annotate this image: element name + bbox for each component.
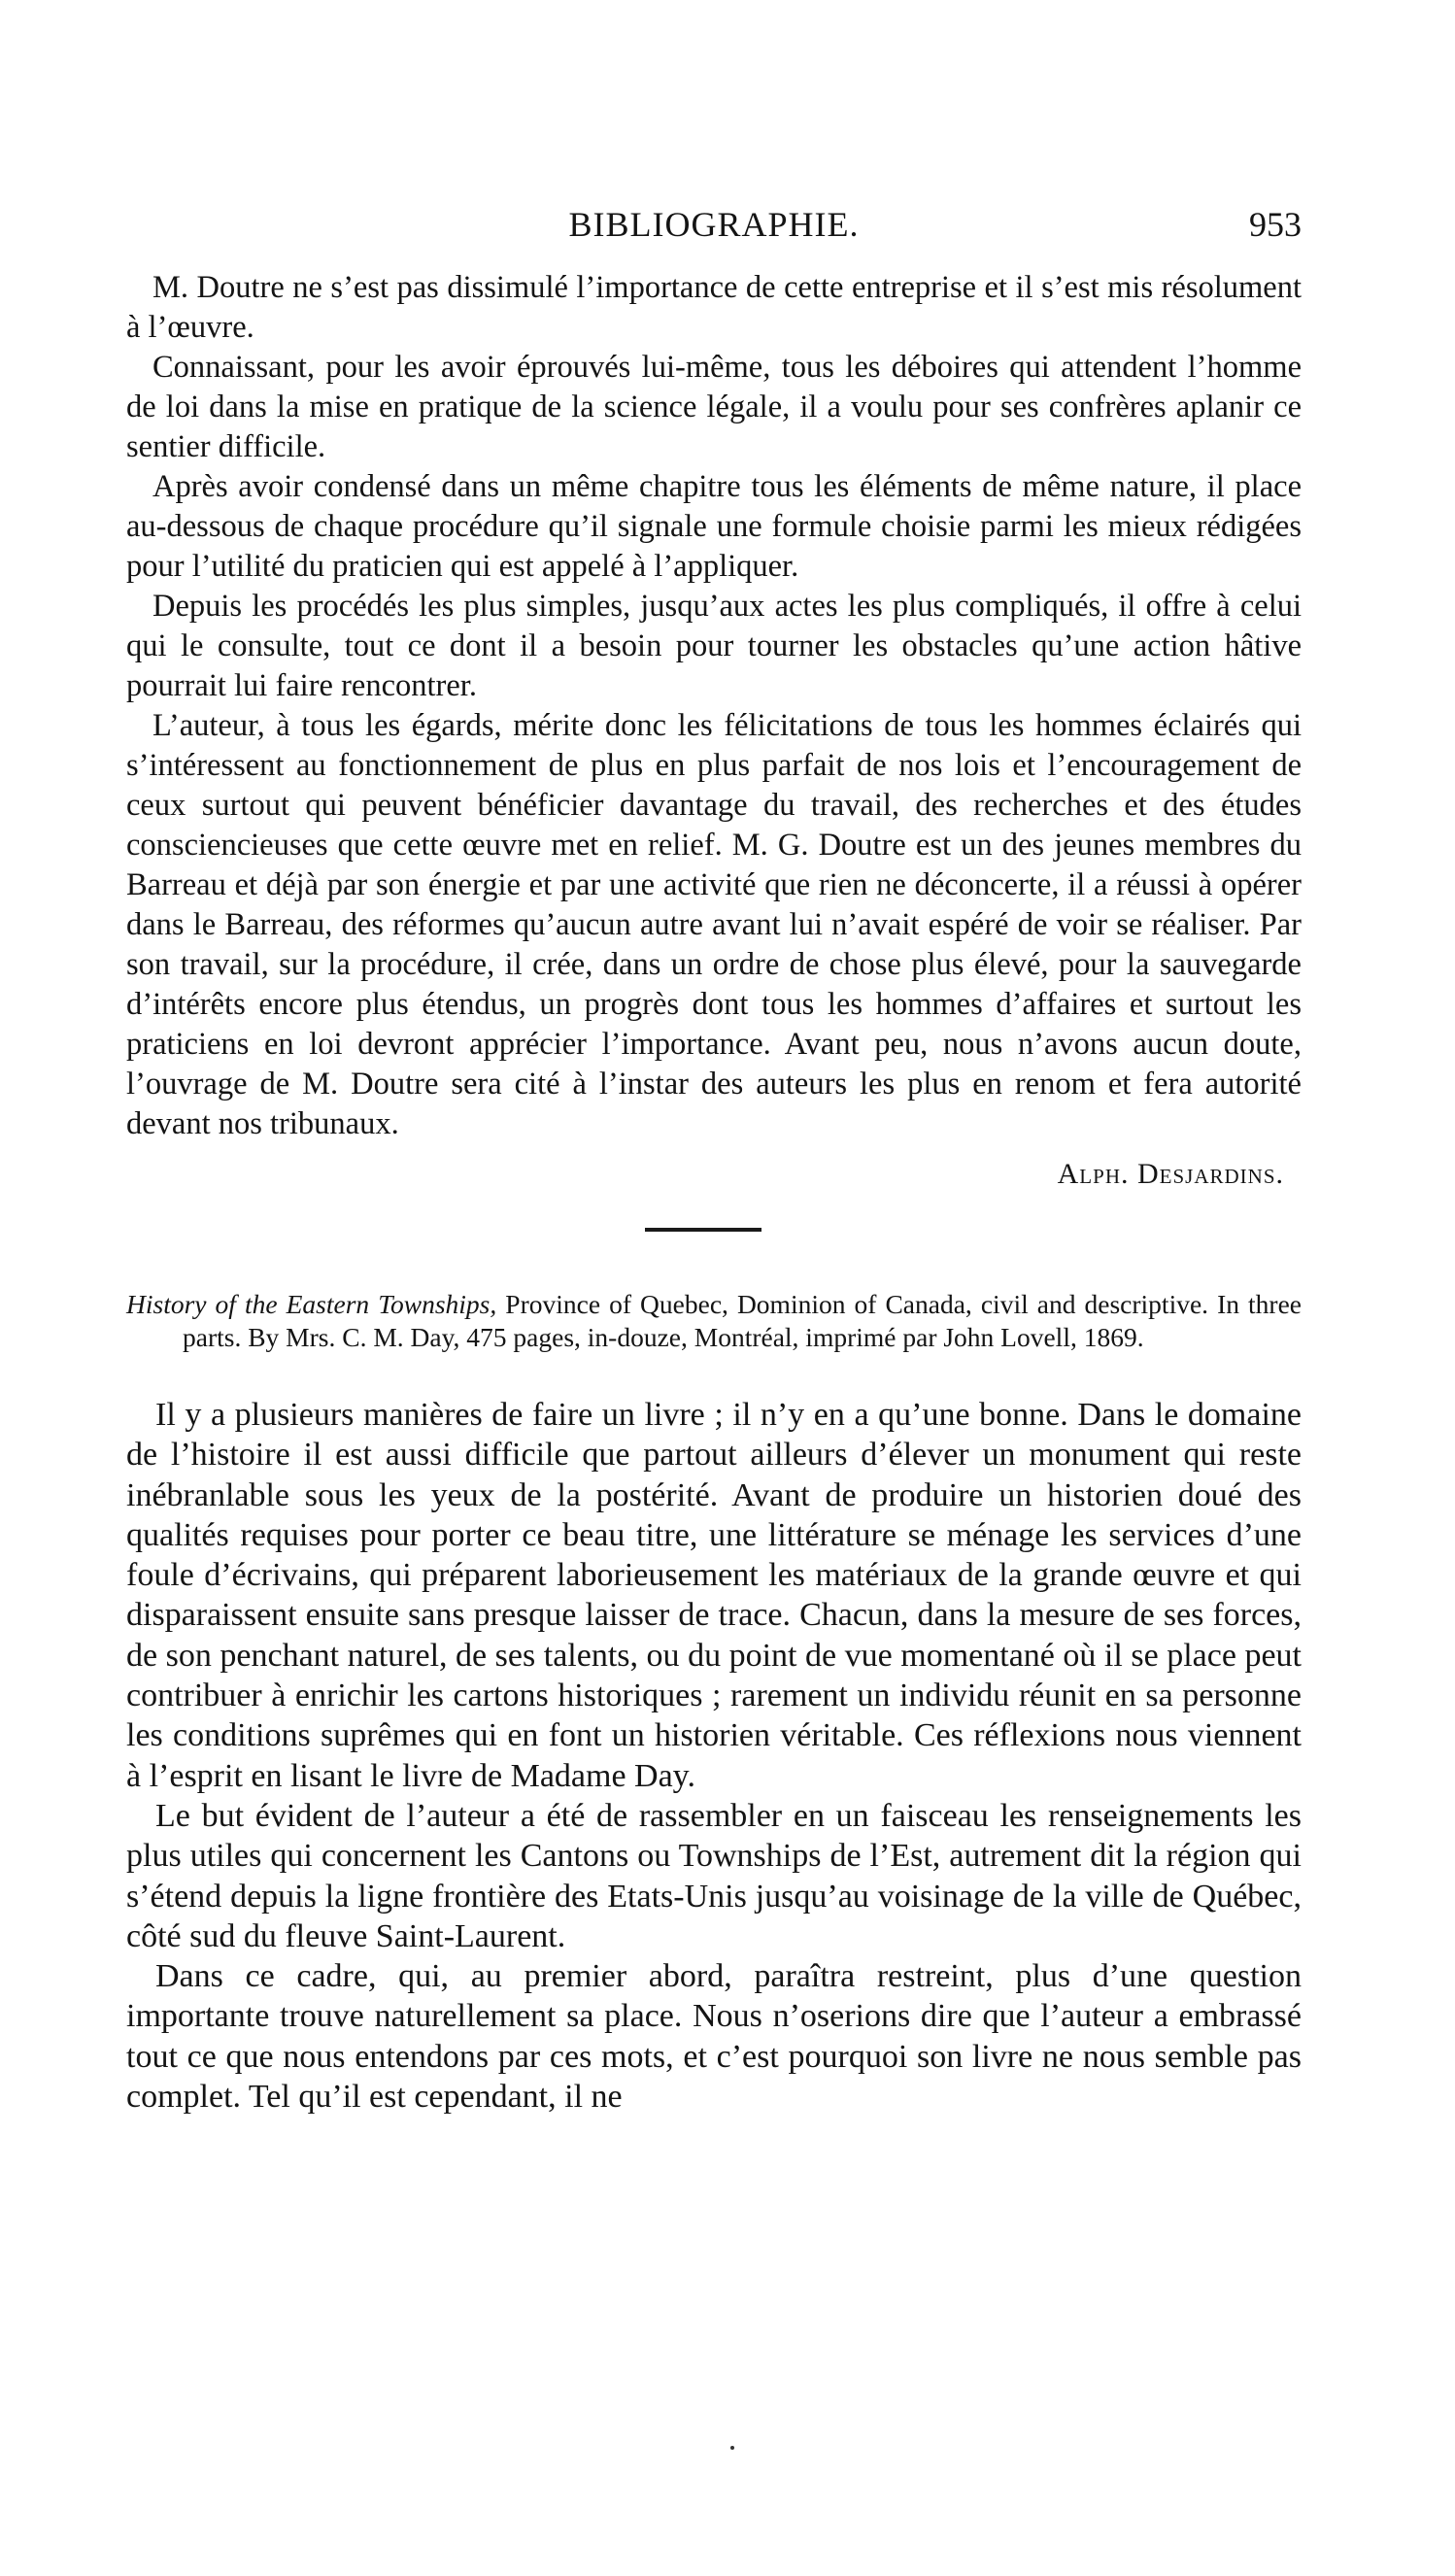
paragraph-1: M. Doutre ne s’est pas dissimulé l’importance de cette entreprise et il s’est mis résolument à l’œuvre. <box>126 270 1302 345</box>
review-paragraph-3: Dans ce cadre, qui, au premier abord, paraîtra restreint, plus d’une question importante trouve naturellement sa place. Nous n’oserions dire que l’auteur a embrassé tout ce que nous entendons par ces mots, et c’est pourquoi son livre ne nous semble pas complet. Tel qu’il est cependant, il ne <box>126 1958 1302 2116</box>
review-paragraph-1: Il y a plusieurs manières de faire un livre ; il n’y en a qu’une bonne. Dans le domaine de l’histoire il est aussi difficile que partout ailleurs d’élever un monument qui reste inébranlable sous les yeux de la postérité. Avant de produire un historien doué des qualités requises pour porter ce beau titre, une littérature se ménage les services d’une foule d’écrivains, qui préparent laborieusement les matériaux de la grande œuvre et qui disparaissent ensuite sans presque laisser de trace. Chacun, dans la mesure de ses forces, de son penchant naturel, de ses talents, ou du point de vue momentané où il se place peut contribuer à enrichir les cartons historiques ; rarement un individu réunit en sa personne les conditions suprêmes qui en font un historien véritable. Ces réflexions nous viennent à l’esprit en lisant le livre de Madame Day. <box>126 1397 1302 1794</box>
paragraph-2: Connaissant, pour les avoir éprouvés lui-même, tous les déboires qui attendent l’homme de loi dans la mise en pratique de la science légale, il a voulu pour ses confrères aplanir ce sentier difficile. <box>126 350 1302 464</box>
page <box>126 204 1302 2117</box>
print-speck <box>730 2446 734 2450</box>
running-title: BIBLIOGRAPHIE. <box>568 205 860 244</box>
paragraph-4: Depuis les procédés les plus simples, jusqu’aux actes les plus compliqués, il offre à celui qui le consulte, tout ce dont il a besoin pour tourner les obstacles qu’une action hâtive pourrait lui faire rencontrer. <box>126 589 1302 703</box>
page-number: 953 <box>1249 205 1302 244</box>
second-review <box>126 1395 1302 2117</box>
author-signature: Alph. Desjardins. <box>1057 1158 1284 1190</box>
section-divider <box>645 1228 761 1232</box>
citation-details: Province of Quebec, Dominion of Canada, civil and descriptive. In three parts. By Mrs. C. M. Day, 475 pages, in-douze, Montréal, imprimé par John Lovell, 1869. <box>183 1289 1302 1352</box>
paragraph-3: Après avoir condensé dans un même chapitre tous les éléments de même nature, il place au-dessous de chaque procédure qu’il signale une formule choisie parmi les mieux rédigées pour l’utilité du praticien qui est appelé à l’appliquer. <box>126 469 1302 584</box>
first-review <box>126 268 1302 1191</box>
review-paragraph-2: Le but évident de l’auteur a été de rassembler en un faisceau les renseignements les plus utiles qui concernent les Cantons ou Townships de l’Est, autrement dit la région qui s’étend depuis la ligne frontière des Etats-Unis jusqu’au voisinage de la ville de Québec, côté sud du fleuve Saint-Laurent. <box>126 1797 1302 1954</box>
bibliographic-citation <box>126 1288 1302 1354</box>
citation-title: History of the Eastern Townships, <box>126 1289 497 1319</box>
running-head <box>126 204 1302 262</box>
paragraph-5: L’auteur, à tous les égards, mérite donc les félicitations de tous les hommes éclairés qui s’intéressent au fonctionnement de plus en plus parfait de nos lois et l’encouragement de ceux surtout qui peuvent bénéficier davantage du travail, des recherches et des études consciencieuses que cette œuvre met en relief. M. G. Doutre est un des jeunes membres du Barreau et déjà par son énergie et par une activité que rien ne déconcerte, il a réussi à opérer dans le Barreau, des réformes qu’aucun autre avant lui n’avait espéré de voir se réaliser. Par son travail, sur la procédure, il crée, dans un ordre de chose plus élevé, pour la sauvegarde d’intérêts encore plus étendus, un progrès dont tous les hommes d’affaires et surtout les praticiens en loi devront apprécier l’importance. Avant peu, nous n’avons aucun doute, l’ouvrage de M. Doutre sera cité à l’instar des auteurs les plus en renom et fera autorité devant nos tribunaux. <box>126 708 1302 1141</box>
